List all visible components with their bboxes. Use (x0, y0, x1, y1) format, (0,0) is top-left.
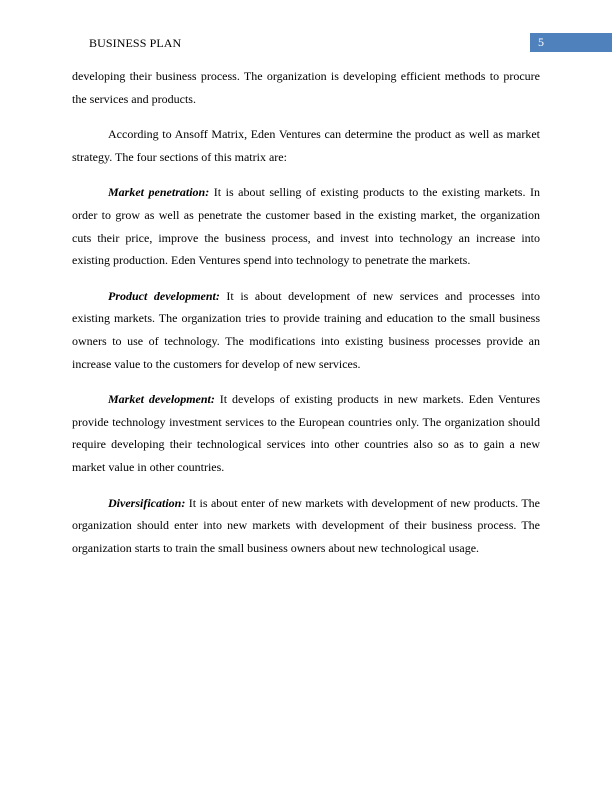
section-term: Market development: (108, 392, 215, 407)
continuation-paragraph: developing their business process. The organization is developing efficient methods to procure the services and products. (72, 69, 540, 106)
page-number: 5 (538, 35, 544, 49)
document-body (72, 65, 540, 572)
section-paragraph-market-penetration (72, 181, 540, 271)
section-term: Market penetration: (108, 185, 210, 200)
section-text: It is about development of new services and processes into existing markets. The organization tries to provide training and education to the small business owners to use of technology. The modifications into existing business processes provide an increase value to the customers for develop of new services. (72, 288, 541, 371)
intro-paragraph: According to Ansoff Matrix, Eden Ventures can determine the product as well as market strategy. The four sections of this matrix are: (72, 127, 540, 164)
section-paragraph-market-development (72, 388, 540, 478)
section-paragraph-product-development (72, 285, 540, 375)
section-text: It is about enter of new markets with development of new products. The organization should enter into new markets with development of their business process. The organization starts to train the small business owners about new technological usage. (72, 495, 540, 555)
running-head-title: BUSINESS PLAN (89, 36, 182, 50)
section-term: Diversification: (108, 495, 186, 510)
section-text: It is about selling of existing products to the existing markets. In order to grow as well as penetrate the customer based in the existing market, the organization cuts their price, improve the business process, and invest into technology an increase into existing production. Eden Ventures spend into technology to penetrate the markets. (72, 185, 540, 268)
section-paragraph-diversification (72, 492, 540, 560)
section-text: It develops of existing products in new markets. Eden Ventures provide technology investment services to the European countries only. The organization should require developing their technological services into other countries also so as to gain a new market value in other countries. (72, 392, 540, 474)
page-number-bar (530, 33, 612, 52)
section-term: Product development: (108, 288, 220, 303)
